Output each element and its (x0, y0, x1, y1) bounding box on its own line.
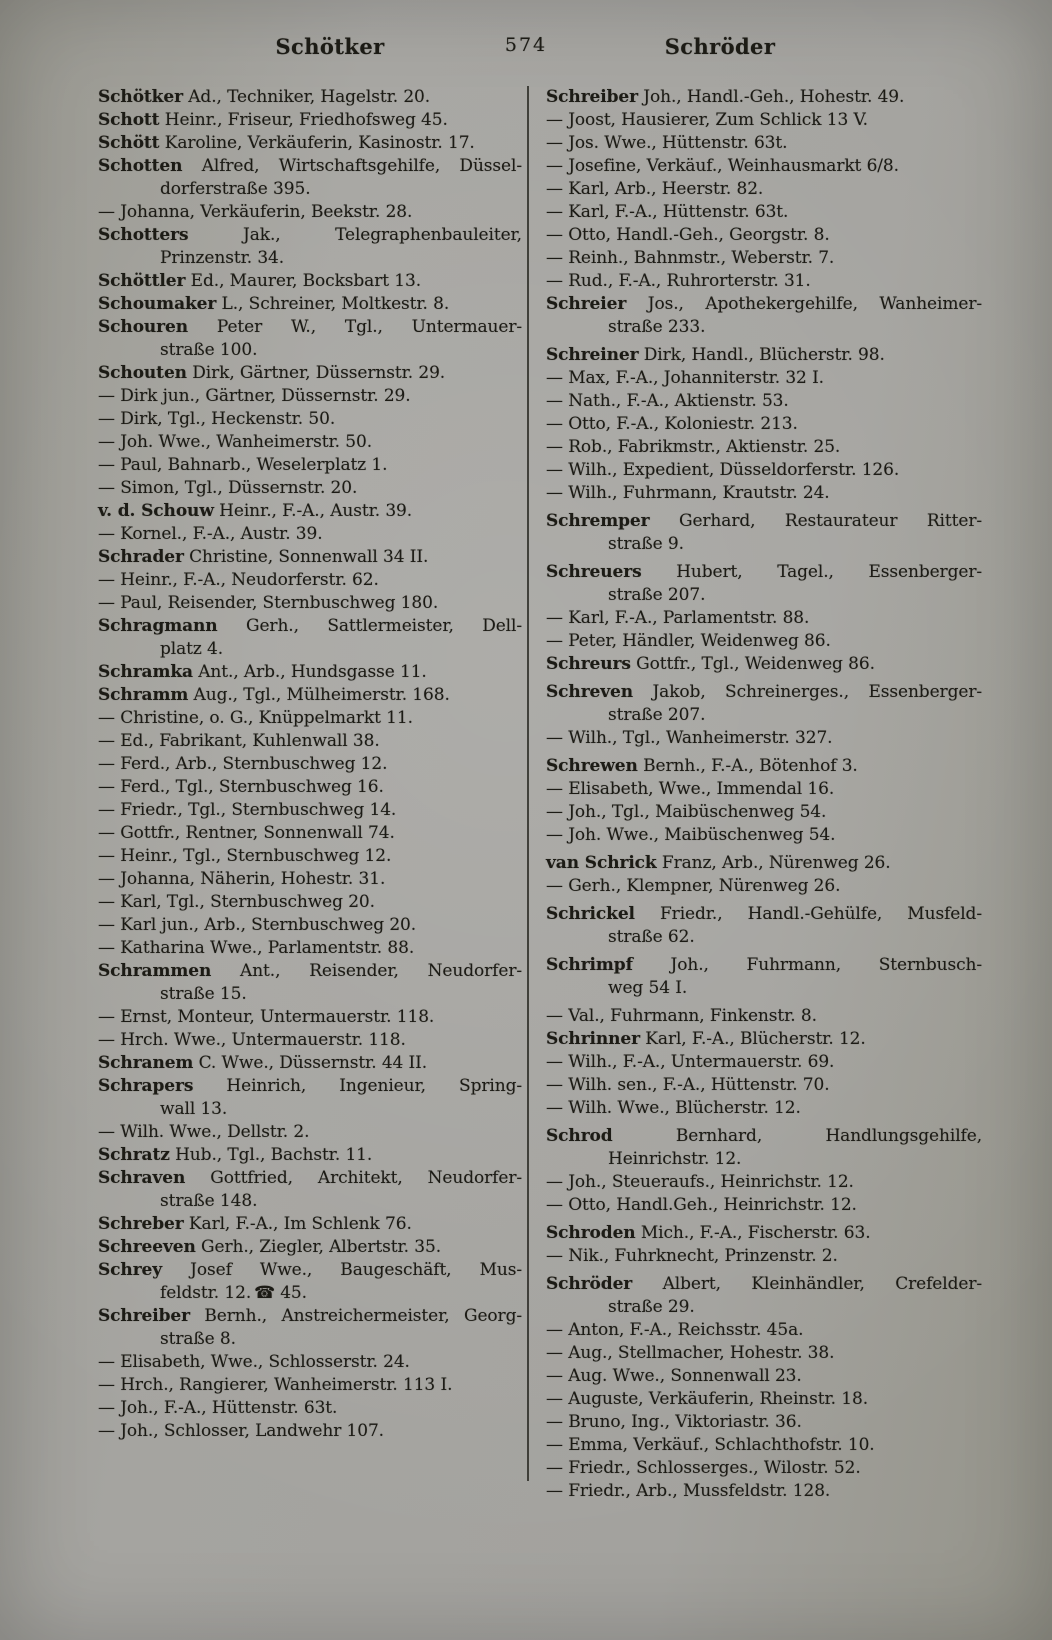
directory-entry-line (98, 431, 522, 454)
directory-entry-line (98, 247, 522, 270)
directory-entry-line (98, 1397, 522, 1420)
entry-text: straße 233. (608, 317, 706, 337)
entry-text: — Dirk, Tgl., Heckenstr. 50. (98, 409, 336, 429)
entry-text: Jak., Telegraphenbauleiter, (188, 225, 522, 245)
directory-entry-line (546, 926, 982, 949)
directory-entry-line (546, 824, 982, 847)
entry-surname: Schreeven (98, 1237, 196, 1257)
entry-surname: Schreber (98, 1214, 184, 1234)
directory-entry-line (546, 1365, 982, 1388)
entry-text: — Rud., F.-A., Ruhrorterstr. 31. (546, 271, 811, 291)
entry-surname: van Schrick (546, 853, 657, 873)
directory-entry-line (546, 436, 982, 459)
entry-text: — Katharina Wwe., Parlamentstr. 88. (98, 938, 415, 958)
entry-surname: Schrader (98, 547, 184, 567)
directory-entry-line (98, 937, 522, 960)
directory-entry-line (98, 730, 522, 753)
entry-text: — Joh. Wwe., Maibüschenweg 54. (546, 825, 836, 845)
directory-entry-line (98, 1351, 522, 1374)
directory-entry-line (546, 903, 982, 926)
entry-surname: Schroden (546, 1223, 636, 1243)
entry-text: — Otto, F.-A., Koloniestr. 213. (546, 414, 798, 434)
phone-number: 45. (280, 1283, 307, 1303)
directory-entry-line (546, 413, 982, 436)
entry-text: — Wilh., Fuhrmann, Krautstr. 24. (546, 483, 830, 503)
entry-text: wall 13. (160, 1099, 228, 1119)
entry-text: — Friedr., Schlosserges., Wilostr. 52. (546, 1458, 861, 1478)
entry-text: Gottfr., Tgl., Weidenweg 86. (630, 654, 875, 674)
entry-text: Christine, Sonnenwall 34 II. (183, 547, 429, 567)
entry-text: — Friedr., Arb., Mussfeldstr. 128. (546, 1481, 831, 1501)
entry-surname: Schrimpf (546, 955, 633, 975)
entry-surname: Schotten (98, 156, 183, 176)
entry-text: — Hrch. Wwe., Untermauerstr. 118. (98, 1030, 406, 1050)
entry-surname: Schrewen (546, 756, 638, 776)
entry-text: — Karl, Arb., Heerstr. 82. (546, 179, 764, 199)
entry-text: — Karl jun., Arb., Sternbuschweg 20. (98, 915, 417, 935)
entry-text: — Josefine, Verkäuf., Weinhausmarkt 6/8. (546, 156, 899, 176)
directory-entry-line (546, 1051, 982, 1074)
entry-text: — Christine, o. G., Knüppelmarkt 11. (98, 708, 413, 728)
directory-entry-line (546, 584, 982, 607)
entry-text: — Wilh., Tgl., Wanheimerstr. 327. (546, 728, 833, 748)
entry-text: straße 15. (160, 984, 247, 1004)
entry-text: — Anton, F.-A., Reichsstr. 45a. (546, 1320, 804, 1340)
directory-entry-line (98, 914, 522, 937)
directory-entry-line (546, 270, 982, 293)
directory-entry-line (546, 86, 982, 109)
entry-text: — Joh., Schlosser, Landwehr 107. (98, 1421, 384, 1441)
directory-entry-line (98, 201, 522, 224)
left-column (98, 86, 522, 1443)
directory-entry-line (98, 86, 522, 109)
directory-entry-line (98, 1121, 522, 1144)
entry-text: Heinr., Friseur, Friedhofsweg 45. (159, 110, 448, 130)
directory-entry-line (546, 653, 982, 676)
directory-entry-line (98, 1259, 522, 1282)
directory-entry-line (98, 1328, 522, 1351)
directory-entry-line (98, 132, 522, 155)
entry-text: — Jos. Wwe., Hüttenstr. 63t. (546, 133, 788, 153)
entry-text: — Val., Fuhrmann, Finkenstr. 8. (546, 1006, 817, 1026)
entry-text: platz 4. (160, 639, 224, 659)
entry-text: Ant., Arb., Hundsgasse 11. (192, 662, 427, 682)
entry-text: — Aug. Wwe., Sonnenwall 23. (546, 1366, 802, 1386)
entry-text: straße 207. (608, 585, 706, 605)
directory-entry-line (546, 1028, 982, 1051)
entry-text: Mich., F.-A., Fischerstr. 63. (635, 1223, 871, 1243)
entry-text: Hubert, Tagel., Essenberger- (641, 562, 982, 582)
directory-entry-line (98, 822, 522, 845)
directory-entry-line (98, 385, 522, 408)
directory-entry-line (546, 1097, 982, 1120)
entry-text: — Elisabeth, Wwe., Immendal 16. (546, 779, 835, 799)
directory-entry-line (98, 1006, 522, 1029)
entry-text: Dirk, Gärtner, Düssernstr. 29. (186, 363, 446, 383)
entry-text: — Aug., Stellmacher, Hohestr. 38. (546, 1343, 835, 1363)
telephone-icon: ☎ (254, 1283, 276, 1303)
phone-entry (251, 1283, 307, 1303)
directory-entry-line (98, 592, 522, 615)
entry-text: Jos., Apothekergehilfe, Wanheimer- (626, 294, 982, 314)
directory-entry-line (546, 1273, 982, 1296)
entry-text: Peter W., Tgl., Untermauer- (188, 317, 522, 337)
directory-entry-line (546, 316, 982, 339)
entry-text: straße 207. (608, 705, 706, 725)
entry-text: Karoline, Verkäuferin, Kasinostr. 17. (159, 133, 475, 153)
directory-entry-line (98, 845, 522, 868)
entry-text: — Johanna, Verkäuferin, Beekstr. 28. (98, 202, 413, 222)
entry-text: Bernh., Anstreichermeister, Georg- (189, 1306, 522, 1326)
entry-text: dorferstraße 395. (160, 179, 311, 199)
entry-text: Heinrich, Ingenieur, Spring- (193, 1076, 522, 1096)
directory-entry-line (546, 247, 982, 270)
entry-surname: Schreier (546, 294, 627, 314)
entry-text: Gerh., Ziegler, Albertstr. 35. (195, 1237, 441, 1257)
directory-entry-line (98, 1305, 522, 1328)
entry-text: Aug., Tgl., Mülheimerstr. 168. (188, 685, 450, 705)
entry-surname: Schramka (98, 662, 193, 682)
entry-text: — Wilh. Wwe., Blücherstr. 12. (546, 1098, 801, 1118)
entry-text: — Ferd., Tgl., Sternbuschweg 16. (98, 777, 384, 797)
directory-entry-line (98, 546, 522, 569)
directory-entry-line (98, 293, 522, 316)
directory-entry-line (546, 704, 982, 727)
entry-text: Gerh., Sattlermeister, Dell- (217, 616, 522, 636)
entry-surname: Schratz (98, 1145, 170, 1165)
entry-text: — Max, F.-A., Johanniterstr. 32 I. (546, 368, 824, 388)
directory-entry-line (546, 1222, 982, 1245)
entry-text: Josef Wwe., Baugeschäft, Mus- (162, 1260, 522, 1280)
entry-text: Hub., Tgl., Bachstr. 11. (169, 1145, 373, 1165)
directory-entry-line (546, 482, 982, 505)
directory-entry-line (546, 1074, 982, 1097)
directory-entry-line (98, 178, 522, 201)
entry-text: — Karl, F.-A., Parlamentstr. 88. (546, 608, 810, 628)
entry-surname: Schott (98, 110, 160, 130)
directory-entry-line (546, 630, 982, 653)
directory-entry-line (98, 569, 522, 592)
entry-text: Prinzenstr. 34. (160, 248, 285, 268)
entry-surname: Schrod (546, 1126, 613, 1146)
directory-entry-line (546, 109, 982, 132)
directory-entry-line (546, 1005, 982, 1028)
directory-entry-line (546, 1434, 982, 1457)
directory-entry-line (546, 293, 982, 316)
entry-surname: Schrammen (98, 961, 212, 981)
entry-surname: Schrey (98, 1260, 163, 1280)
directory-entry-line (98, 615, 522, 638)
entry-text: Dirk, Handl., Blücherstr. 98. (638, 345, 885, 365)
directory-entry-line (546, 1296, 982, 1319)
directory-entry-line (98, 454, 522, 477)
directory-entry-line (546, 852, 982, 875)
directory-entry-line (98, 799, 522, 822)
entry-text: — Otto, Handl.-Geh., Georgstr. 8. (546, 225, 830, 245)
header-right-keyword: Schröder (664, 34, 776, 59)
entry-text: Karl, F.-A., Blücherstr. 12. (640, 1029, 866, 1049)
directory-entry-line (546, 132, 982, 155)
directory-entry-line (546, 607, 982, 630)
entry-surname: Schött (98, 133, 160, 153)
directory-entry-line (98, 316, 522, 339)
directory-entry-line (546, 459, 982, 482)
entry-surname: Schrapers (98, 1076, 194, 1096)
directory-entry-line (98, 684, 522, 707)
entry-text: — Ernst, Monteur, Untermauerstr. 118. (98, 1007, 435, 1027)
directory-entry-line (546, 201, 982, 224)
entry-text: — Ed., Fabrikant, Kuhlenwall 38. (98, 731, 380, 751)
entry-surname: Schoumaker (98, 294, 217, 314)
entry-text: — Joost, Hausierer, Zum Schlick 13 V. (546, 110, 868, 130)
entry-text: — Kornel., F.-A., Austr. 39. (98, 524, 323, 544)
entry-text: — Heinr., Tgl., Sternbuschweg 12. (98, 846, 392, 866)
directory-entry-line (98, 1190, 522, 1213)
directory-entry-line (546, 178, 982, 201)
entry-text: — Gottfr., Rentner, Sonnenwall 74. (98, 823, 395, 843)
directory-entry-line (98, 891, 522, 914)
directory-entry-line (98, 1052, 522, 1075)
directory-entry-line (98, 1075, 522, 1098)
entry-surname: Schraven (98, 1168, 186, 1188)
directory-entry-line (546, 1388, 982, 1411)
entry-text: — Hrch., Rangierer, Wanheimerstr. 113 I. (98, 1375, 453, 1395)
directory-entry-line (98, 638, 522, 661)
entry-text: Heinrichstr. 12. (608, 1149, 742, 1169)
entry-surname: Schreiber (98, 1306, 190, 1326)
directory-entry-line (546, 954, 982, 977)
directory-entry-line (546, 977, 982, 1000)
entry-text: Karl, F.-A., Im Schlenk 76. (183, 1214, 412, 1234)
entry-surname: Schreuers (546, 562, 642, 582)
directory-entry-line (546, 755, 982, 778)
directory-entry-line (546, 390, 982, 413)
entry-surname: Schramm (98, 685, 189, 705)
entry-text: — Auguste, Verkäuferin, Rheinstr. 18. (546, 1389, 868, 1409)
directory-entry-line (546, 367, 982, 390)
directory-entry-line (98, 523, 522, 546)
entry-text: — Wilh. sen., F.-A., Hüttenstr. 70. (546, 1075, 830, 1095)
entry-text: — Paul, Bahnarb., Weselerplatz 1. (98, 455, 388, 475)
entry-text: — Joh., Tgl., Maibüschenweg 54. (546, 802, 827, 822)
entry-text: — Rob., Fabrikmstr., Aktienstr. 25. (546, 437, 841, 457)
entry-text: — Nik., Fuhrknecht, Prinzenstr. 2. (546, 1246, 838, 1266)
directory-entry-line (98, 155, 522, 178)
entry-text: — Friedr., Tgl., Sternbuschweg 14. (98, 800, 397, 820)
entry-text: Gerhard, Restaurateur Ritter- (649, 511, 982, 531)
entry-surname: Schremper (546, 511, 650, 531)
entry-text: — Bruno, Ing., Viktoriastr. 36. (546, 1412, 802, 1432)
directory-entry-line (98, 868, 522, 891)
entry-text: Albert, Kleinhändler, Crefelder- (632, 1274, 982, 1294)
entry-text: — Karl, F.-A., Hüttenstr. 63t. (546, 202, 789, 222)
entry-text: Ed., Maurer, Bocksbart 13. (185, 271, 422, 291)
column-divider (527, 86, 529, 1481)
directory-entry-line (98, 339, 522, 362)
directory-entry-line (98, 661, 522, 684)
entry-surname: Schrickel (546, 904, 635, 924)
entry-text: — Wilh., Expedient, Düsseldorferstr. 126. (546, 460, 900, 480)
directory-entry-line (546, 801, 982, 824)
entry-text: — Joh., Steueraufs., Heinrichstr. 12. (546, 1172, 854, 1192)
entry-text: — Emma, Verkäuf., Schlachthofstr. 10. (546, 1435, 875, 1455)
entry-text: Alfred, Wirtschaftsgehilfe, Düssel- (182, 156, 522, 176)
directory-entry-line (98, 1420, 522, 1443)
entry-text: — Ferd., Arb., Sternbuschweg 12. (98, 754, 388, 774)
entry-text: feldstr. 12. (160, 1283, 252, 1303)
entry-surname: Schreurs (546, 654, 631, 674)
entry-surname: Schouten (98, 363, 187, 383)
page-number: 574 (504, 34, 548, 56)
directory-entry-line (546, 1125, 982, 1148)
directory-entry-line (546, 1194, 982, 1217)
entry-text: Heinr., F.-A., Austr. 39. (213, 501, 413, 521)
directory-entry-line (546, 1342, 982, 1365)
entry-text: straße 9. (608, 534, 684, 554)
directory-entry-line (98, 776, 522, 799)
directory-entry-line (546, 224, 982, 247)
directory-entry-line (98, 1098, 522, 1121)
directory-entry-line (546, 875, 982, 898)
directory-entry-line (98, 408, 522, 431)
entry-text: straße 148. (160, 1191, 258, 1211)
right-column (546, 86, 982, 1503)
entry-surname: Schötker (98, 87, 183, 107)
directory-entry-line (98, 1374, 522, 1397)
directory-entry-line (98, 1167, 522, 1190)
entry-surname: Schotters (98, 225, 189, 245)
entry-text: — Elisabeth, Wwe., Schlosserstr. 24. (98, 1352, 410, 1372)
entry-text: — Nath., F.-A., Aktienstr. 53. (546, 391, 789, 411)
entry-text: Ad., Techniker, Hagelstr. 20. (182, 87, 431, 107)
entry-text: — Dirk jun., Gärtner, Düssernstr. 29. (98, 386, 411, 406)
entry-text: Joh., Handl.-Geh., Hohestr. 49. (637, 87, 905, 107)
directory-entry-line (98, 500, 522, 523)
entry-text: — Paul, Reisender, Sternbuschweg 180. (98, 593, 439, 613)
directory-entry-line (546, 1319, 982, 1342)
entry-text: — Otto, Handl.Geh., Heinrichstr. 12. (546, 1195, 857, 1215)
directory-entry-line (98, 477, 522, 500)
entry-surname: Schöttler (98, 271, 186, 291)
directory-entry-line (98, 1213, 522, 1236)
entry-text: straße 29. (608, 1297, 695, 1317)
entry-text: Gottfried, Architekt, Neudorfer- (185, 1168, 522, 1188)
entry-text: weg 54 I. (608, 978, 688, 998)
directory-entry-line (546, 344, 982, 367)
directory-entry-line (98, 270, 522, 293)
entry-surname: Schranem (98, 1053, 194, 1073)
directory-entry-line (546, 155, 982, 178)
directory-entry-line (546, 1457, 982, 1480)
entry-text: straße 100. (160, 340, 258, 360)
entry-text: Ant., Reisender, Neudorfer- (211, 961, 522, 981)
entry-surname: Schragmann (98, 616, 218, 636)
entry-text: — Joh. Wwe., Wanheimerstr. 50. (98, 432, 372, 452)
directory-entry-line (98, 1236, 522, 1259)
entry-text: C. Wwe., Düssernstr. 44 II. (193, 1053, 428, 1073)
entry-text: — Wilh. Wwe., Dellstr. 2. (98, 1122, 310, 1142)
entry-text: — Simon, Tgl., Düssernstr. 20. (98, 478, 358, 498)
directory-entry-line (98, 707, 522, 730)
directory-entry-line (98, 960, 522, 983)
entry-text: — Joh., F.-A., Hüttenstr. 63t. (98, 1398, 338, 1418)
entry-surname: Schreiber (546, 87, 638, 107)
entry-text: Franz, Arb., Nürenweg 26. (656, 853, 891, 873)
directory-entry-line (546, 727, 982, 750)
entry-text: — Gerh., Klempner, Nürenweg 26. (546, 876, 841, 896)
entry-surname: Schrinner (546, 1029, 640, 1049)
entry-surname: Schröder (546, 1274, 633, 1294)
directory-entry-line (546, 1411, 982, 1434)
entry-surname: Schreven (546, 682, 634, 702)
entry-surname: v. d. Schouw (98, 501, 214, 521)
directory-entry-line (98, 224, 522, 247)
entry-text: L., Schreiner, Moltkestr. 8. (216, 294, 450, 314)
entry-text: — Johanna, Näherin, Hohestr. 31. (98, 869, 386, 889)
directory-entry-line (546, 510, 982, 533)
header-left-keyword: Schötker (275, 34, 385, 59)
directory-entry-line (98, 109, 522, 132)
directory-entry-line (98, 983, 522, 1006)
directory-entry-line (98, 1282, 522, 1305)
entry-text: straße 62. (608, 927, 695, 947)
directory-entry-line (98, 362, 522, 385)
entry-text: Friedr., Handl.-Gehülfe, Musfeld- (634, 904, 982, 924)
entry-text: straße 8. (160, 1329, 236, 1349)
directory-entry-line (98, 1029, 522, 1052)
entry-text: — Reinh., Bahnmstr., Weberstr. 7. (546, 248, 835, 268)
entry-text: — Peter, Händler, Weidenweg 86. (546, 631, 831, 651)
entry-surname: Schouren (98, 317, 189, 337)
directory-entry-line (546, 561, 982, 584)
entry-text: — Heinr., F.-A., Neudorferstr. 62. (98, 570, 379, 590)
directory-entry-line (546, 778, 982, 801)
directory-entry-line (546, 1148, 982, 1171)
directory-entry-line (98, 1144, 522, 1167)
directory-entry-line (546, 533, 982, 556)
entry-text: — Karl, Tgl., Sternbuschweg 20. (98, 892, 375, 912)
directory-entry-line (98, 753, 522, 776)
directory-entry-line (546, 1245, 982, 1268)
entry-text: Joh., Fuhrmann, Sternbusch- (632, 955, 982, 975)
entry-text: Bernh., F.-A., Bötenhof 3. (637, 756, 858, 776)
directory-entry-line (546, 1480, 982, 1503)
directory-entry-line (546, 681, 982, 704)
entry-text: Bernhard, Handlungsgehilfe, (612, 1126, 982, 1146)
directory-entry-line (546, 1171, 982, 1194)
entry-text: Jakob, Schreinerges., Essenberger- (633, 682, 982, 702)
entry-text: — Wilh., F.-A., Untermauerstr. 69. (546, 1052, 835, 1072)
entry-surname: Schreiner (546, 345, 639, 365)
